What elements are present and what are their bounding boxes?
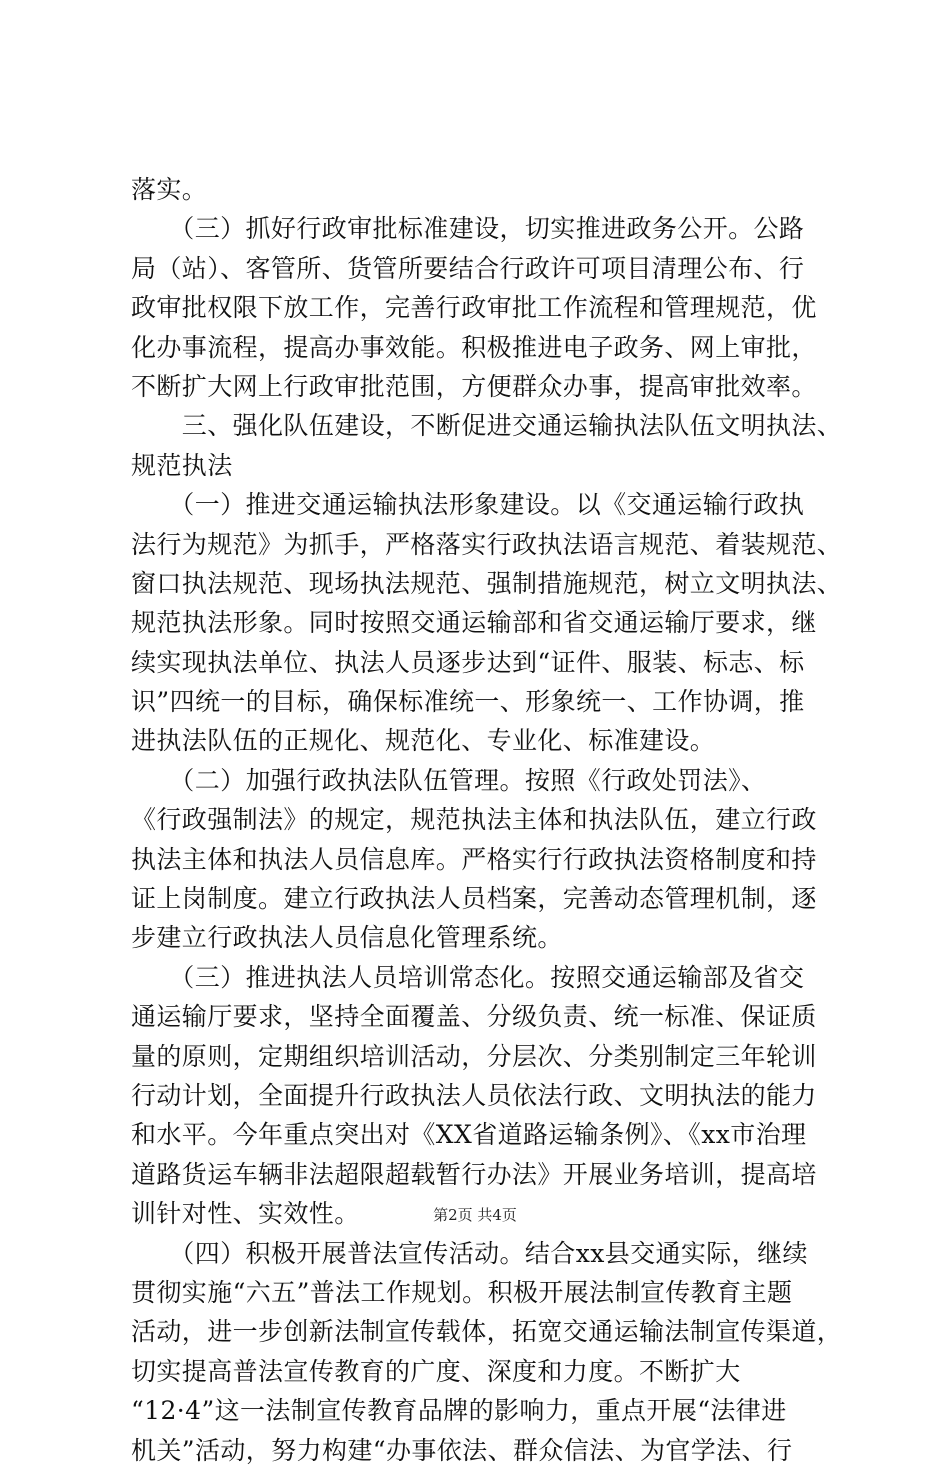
text-line: 规范执法 <box>131 450 233 480</box>
text-line: 续实现执法单位、执法人员逐步达到“证件、服装、标志、标 <box>131 647 805 677</box>
text-line: 法行为规范》为抓手，严格落实行政执法语言规范、着装规范、 <box>131 529 843 559</box>
text-line: （四）积极开展普法宣传活动。结合xx县交通实际，继续 <box>131 1238 808 1268</box>
text-line: 步建立行政执法人员信息化管理系统。 <box>131 923 563 953</box>
text-line: 行动计划，全面提升行政执法人员依法行政、文明执法的能力 <box>131 1080 817 1110</box>
text-line: （三）抓好行政审批标准建设，切实推进政务公开。公路 <box>131 214 805 244</box>
text-line: 《行政强制法》的规定，规范执法主体和执法队伍，建立行政 <box>131 805 817 835</box>
document-body <box>131 170 843 1470</box>
text-line: 政审批权限下放工作，完善行政审批工作流程和管理规范，优 <box>131 293 817 323</box>
text-line: 量的原则，定期组织培训活动，分层次、分类别制定三年轮训 <box>131 1041 817 1071</box>
text-line: （一）推进交通运输执法形象建设。以《交通运输行政执 <box>131 490 805 520</box>
page-footer: 第2页 共4页 <box>433 1206 517 1224</box>
text-line: 三、强化队伍建设，不断促进交通运输执法队伍文明执法、 <box>131 411 843 441</box>
text-line: 贯彻实施“六五”普法工作规划。积极开展法制宣传教育主题 <box>131 1277 793 1307</box>
text-line: 和水平。今年重点突出对《XX省道路运输条例》、《xx市治理 <box>131 1120 807 1150</box>
text-line: 不断扩大网上行政审批范围，方便群众办事，提高审批效率。 <box>131 371 817 401</box>
text-line: 落实。 <box>131 175 208 204</box>
text-line: 通运输厅要求，坚持全面覆盖、分级负责、统一标准、保证质 <box>131 1002 817 1032</box>
text-line: 窗口执法规范、现场执法规范、强制措施规范，树立文明执法、 <box>131 568 843 598</box>
text-line: “12·4”这一法制宣传教育品牌的影响力，重点开展“法律进 <box>131 1396 787 1426</box>
text-line: 规范执法形象。同时按照交通运输部和省交通运输厅要求，继 <box>131 608 817 638</box>
text-line: 执法主体和执法人员信息库。严格实行行政执法资格制度和持 <box>131 844 817 874</box>
text-line: 机关”活动，努力构建“办事依法、群众信法、为官学法、行 <box>131 1435 793 1465</box>
text-line: 局（站）、客管所、货管所要结合行政许可项目清理公布、行 <box>131 253 805 283</box>
text-line: （三）推进执法人员培训常态化。按照交通运输部及省交 <box>131 962 805 992</box>
text-line: 道路货运车辆非法超限超载暂行办法》开展业务培训，提高培 <box>131 1159 817 1189</box>
text-line: 训针对性、实效性。 <box>131 1199 360 1229</box>
text-line: 活动，进一步创新法制宣传载体，拓宽交通运输法制宣传渠道， <box>131 1317 843 1347</box>
text-line: 证上岗制度。建立行政执法人员档案，完善动态管理机制，逐 <box>131 884 817 914</box>
text-line: 进执法队伍的正规化、规范化、专业化、标准建设。 <box>131 726 716 756</box>
text-line: 化办事流程，提高办事效能。积极推进电子政务、网上审批， <box>131 332 817 362</box>
text-line: 切实提高普法宣传教育的广度、深度和力度。不断扩大 <box>131 1356 741 1386</box>
text-line: （二）加强行政执法队伍管理。按照《行政处罚法》、 <box>131 765 767 795</box>
text-line: 识”四统一的目标，确保标准统一、形象统一、工作协调，推 <box>131 687 805 717</box>
